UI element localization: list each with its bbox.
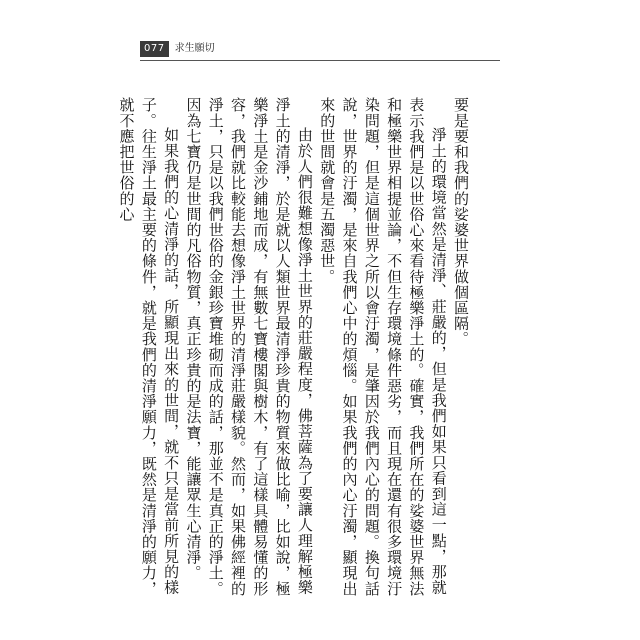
body-text bbox=[115, 97, 472, 597]
paragraph: 如果我們的心清淨的話，所顯現出來的世間，就不只是當前所見的樣子。往生淨土最主要的條件，就是我們的清淨願力，既然是清淨的願力，就不應把世俗的心 bbox=[117, 97, 181, 597]
book-page bbox=[117, 20, 500, 620]
page-header bbox=[140, 41, 215, 57]
paragraph: 要是要和我們的娑婆世界做個區隔。 bbox=[452, 97, 470, 347]
chapter-title: 求生願切 bbox=[174, 43, 215, 54]
paragraph: 由於人們很難想像淨土世界的莊嚴程度，佛菩薩為了要讓人理解極樂淨土的清淨，於是就以人類世界最清淨珍貴的物質來做比喻，比如說，極樂淨土是金沙鋪地而成，有無數七寶樓閣與樹木，有了這樣具體易懂的形容，我們就比較能去想像淨土世界的清淨莊嚴樣貌。然而，如果佛經裡的淨土，只是以我們世俗的金銀珍寶堆砌而成的話，那並不是真正的淨土。因為七寶仍是世間的凡俗物質，真正珍貴的是法寶，能讓眾生心清淨。 bbox=[184, 97, 314, 597]
page-number: 077 bbox=[140, 41, 169, 57]
paragraph: 淨土的環境當然是清淨、莊嚴的，但是我們如果只看到這一點，那就表示我們是以世俗心來看待極樂淨土的。確實，我們所在的娑婆世界無法和極樂世界相提並論，不但生存環境條件惡劣，而且現在還有很多環境汙染問題，但是這個世界之所以會汙濁，是肇因於我們內心的問題。換句話說，世界的汙濁，是來自我們心中的煩惱。如果我們的內心汙濁，顯現出來的世間就會是五濁惡世。 bbox=[318, 97, 448, 597]
header-rule bbox=[140, 60, 500, 61]
